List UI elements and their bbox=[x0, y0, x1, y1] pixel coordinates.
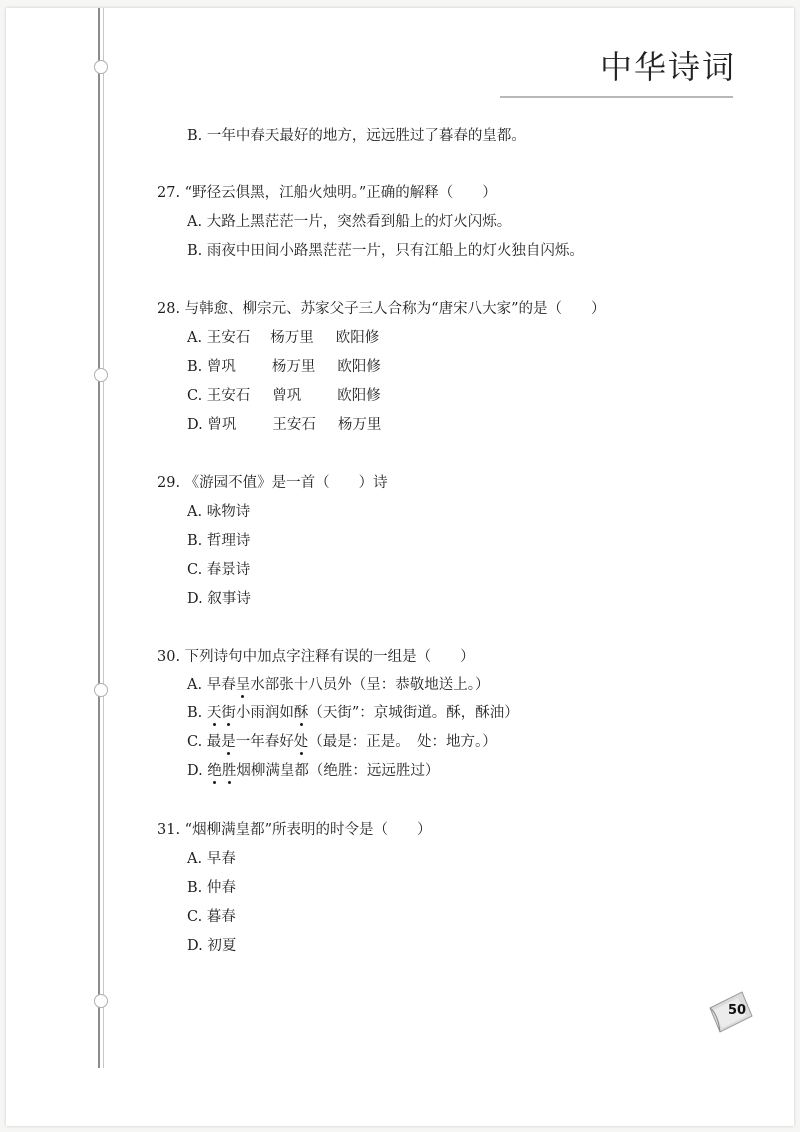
option-line: A. 早春 bbox=[187, 851, 236, 867]
option-name: 欧阳修 bbox=[335, 330, 380, 346]
option-line: B. 一年中春天最好的地方，远远胜过了暮春的皇都。 bbox=[187, 128, 526, 144]
option-line bbox=[187, 358, 381, 376]
option-line bbox=[187, 387, 381, 405]
option-line bbox=[187, 416, 381, 434]
question-29: 29. 《游园不值》是一首（ ）诗 bbox=[157, 475, 388, 491]
option-line: D. 叙事诗 bbox=[187, 591, 251, 607]
option-text: C. 最 bbox=[187, 734, 222, 750]
question-30: 30. 下列诗句中加点字注释有误的一组是（ ） bbox=[157, 649, 475, 665]
option-name: D. 曾巩 bbox=[187, 417, 237, 433]
option-line: D. 初夏 bbox=[187, 938, 237, 954]
option-text: 烟柳满皇都（绝胜：远远胜过） bbox=[236, 763, 440, 779]
option-name: 曾巩 bbox=[272, 388, 302, 404]
option-name: 王安石 bbox=[272, 417, 316, 433]
dotted-character: 绝 bbox=[207, 763, 222, 779]
option-text: （天街”：京城街道。酥，酥油） bbox=[308, 705, 519, 721]
option-text: A. 早春 bbox=[187, 677, 236, 693]
option-text: 小雨润如 bbox=[235, 705, 294, 721]
option-name: B. 曾巩 bbox=[187, 359, 236, 375]
option-line: B. 哲理诗 bbox=[187, 533, 251, 549]
option-line bbox=[187, 762, 439, 780]
option-line bbox=[187, 676, 489, 694]
option-text: 水部张十八员外（呈：恭敬地送上。） bbox=[250, 677, 490, 693]
dotted-character: 天 bbox=[206, 705, 222, 721]
dotted-character: 酥 bbox=[293, 705, 309, 721]
dotted-character: 街 bbox=[221, 705, 236, 721]
dotted-character: 是 bbox=[221, 734, 236, 750]
option-text: （最是：正是。 处：地方。） bbox=[308, 734, 497, 750]
option-name: 杨万里 bbox=[337, 417, 382, 433]
option-name: 欧阳修 bbox=[337, 359, 381, 375]
option-name: 杨万里 bbox=[271, 359, 316, 375]
option-name: C. 王安石 bbox=[187, 388, 251, 404]
question-27: 27. “野径云俱黑，江船火烛明。”正确的解释（ ） bbox=[157, 185, 497, 201]
option-line: A. 大路上黑茫茫一片，突然看到船上的灯火闪烁。 bbox=[187, 214, 512, 230]
option-name: 欧阳修 bbox=[337, 388, 381, 404]
option-line: C. 春景诗 bbox=[187, 562, 251, 578]
dotted-character: 处 bbox=[293, 734, 309, 750]
option-text: 一年春好 bbox=[235, 734, 294, 750]
option-line: A. 咏物诗 bbox=[187, 504, 251, 520]
page-number: 50 bbox=[728, 1003, 747, 1018]
dotted-character: 胜 bbox=[221, 763, 237, 779]
option-text: B. bbox=[187, 705, 207, 721]
option-line bbox=[187, 704, 519, 722]
option-line bbox=[187, 329, 379, 347]
option-line: C. 暮春 bbox=[187, 909, 236, 925]
option-name: 杨万里 bbox=[270, 330, 314, 346]
question-31: 31. “烟柳满皇都”所表明的时令是（ ） bbox=[157, 822, 432, 838]
dotted-character: 呈 bbox=[235, 677, 251, 693]
option-line: B. 雨夜中田间小路黑茫茫一片，只有江船上的灯火独自闪烁。 bbox=[187, 243, 584, 259]
option-text: D. bbox=[187, 763, 208, 779]
page-header-title: 中华诗词 bbox=[600, 48, 737, 86]
option-name: A. 王安石 bbox=[187, 330, 251, 346]
option-line: B. 仲春 bbox=[187, 880, 236, 896]
question-28: 28. 与韩愈、柳宗元、苏家父子三人合称为“唐宋八大家”的是（ ） bbox=[157, 301, 606, 317]
option-line bbox=[187, 733, 497, 751]
